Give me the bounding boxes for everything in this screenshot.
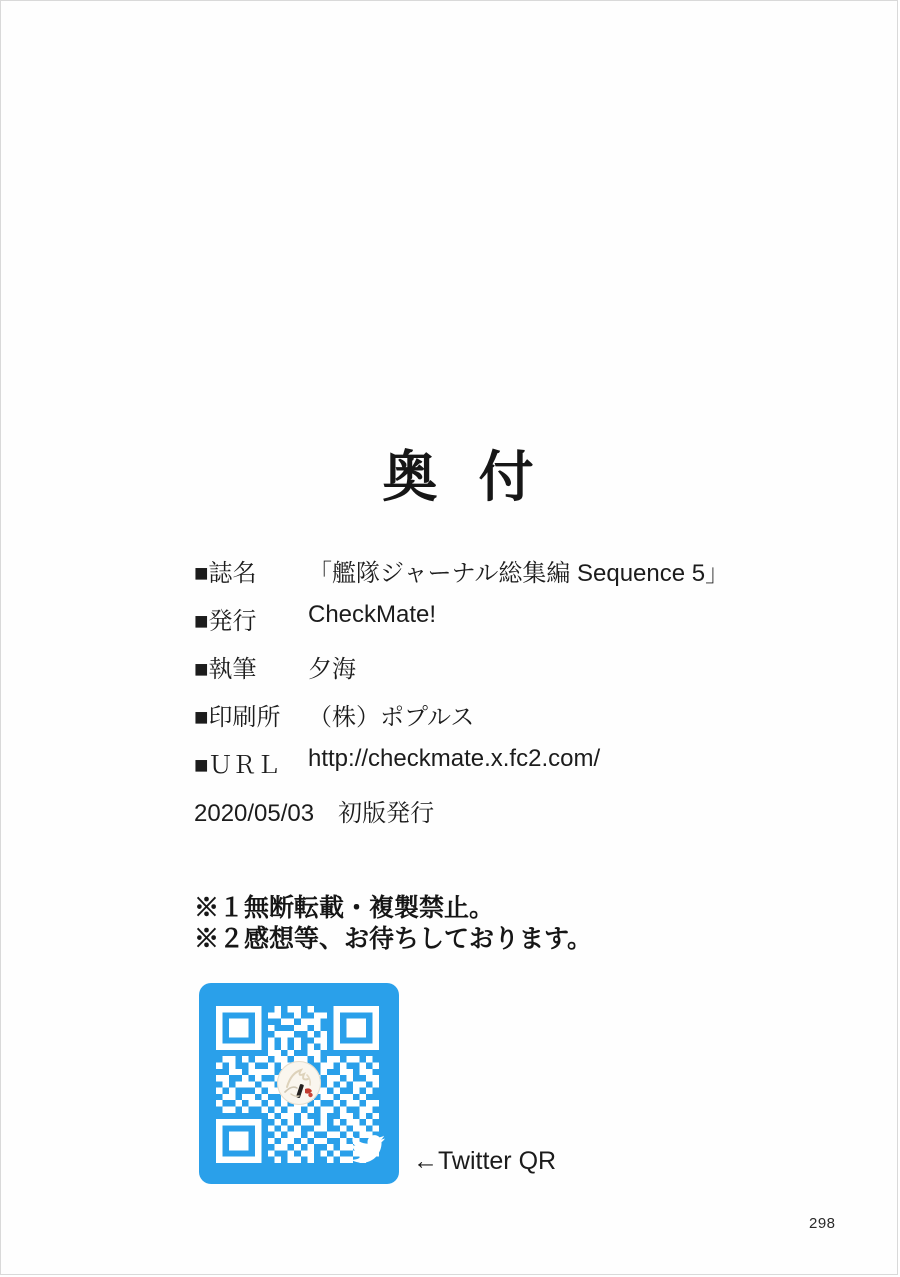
info-row-url xyxy=(194,745,729,793)
info-row-journal-title xyxy=(194,553,729,601)
info-label: ■執筆 xyxy=(194,656,257,683)
note-line-feedback: ※２感想等、お待ちしております。 xyxy=(194,924,593,953)
qr-avatar-artwork xyxy=(277,1061,321,1105)
info-value: CheckMate! xyxy=(308,601,437,628)
twitter-bird-path xyxy=(351,1135,385,1163)
info-label: ■誌名 xyxy=(194,560,257,587)
info-value: （株）ポプルス xyxy=(308,704,475,731)
notes-block xyxy=(194,892,592,954)
page-number: 298 xyxy=(809,1215,836,1232)
info-row-printer xyxy=(194,697,729,745)
twitter-qr-box xyxy=(199,983,399,1184)
note-line-no-reproduction: ※１無断転載・複製禁止。 xyxy=(194,893,495,922)
twitter-bird-icon xyxy=(348,1132,388,1166)
twitter-qr-label: ←Twitter QR xyxy=(413,1147,557,1175)
page-title: 奥 付 xyxy=(382,444,536,509)
info-row-publisher xyxy=(194,601,729,649)
info-label: ■発行 xyxy=(194,608,257,635)
info-row-author xyxy=(194,649,729,697)
info-value: 「艦隊ジャーナル総集編 Sequence 5」 xyxy=(308,560,730,587)
info-value: 夕海 xyxy=(308,656,356,683)
colophon-info-list xyxy=(194,553,729,841)
info-label: ■ＵＲＬ xyxy=(194,752,281,779)
info-value: http://checkmate.x.fc2.com/ xyxy=(308,745,601,772)
info-label: ■印刷所 xyxy=(194,704,281,731)
qr-avatar xyxy=(277,1061,321,1105)
edition-date-line: 2020/05/03 初版発行 xyxy=(194,800,435,827)
